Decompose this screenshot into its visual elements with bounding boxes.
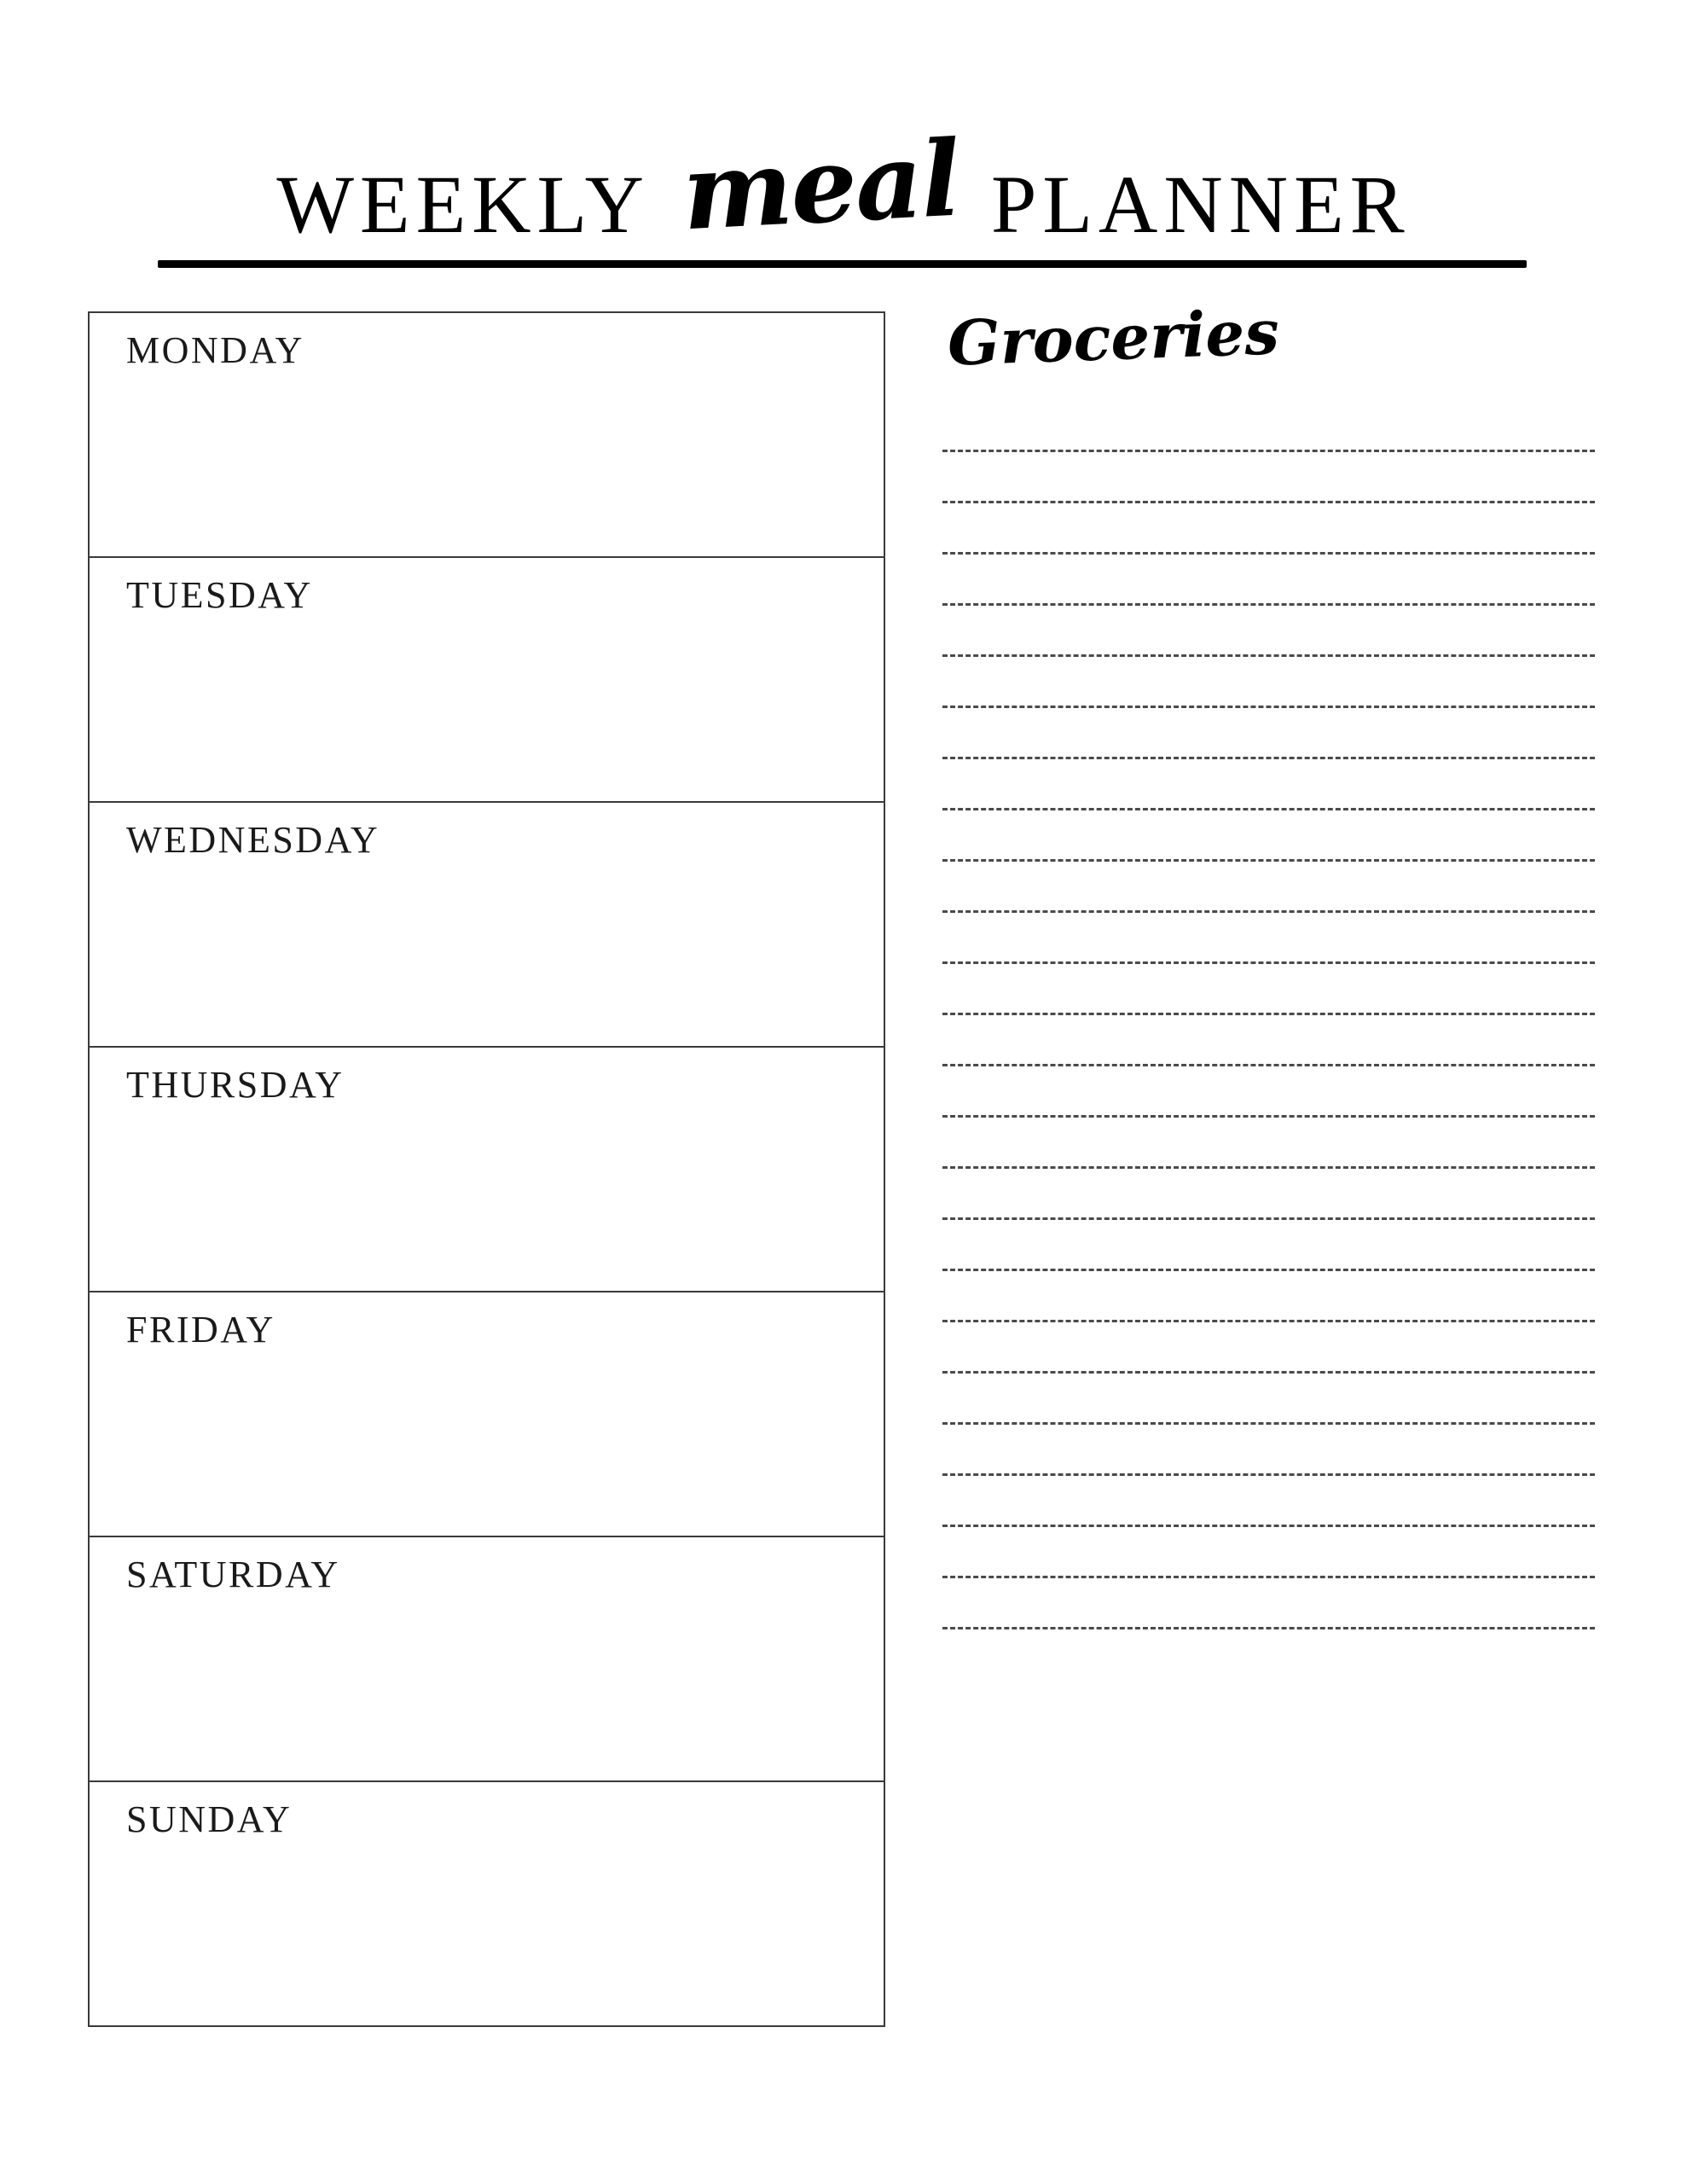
- grocery-line[interactable]: [942, 1374, 1595, 1425]
- day-box-thursday[interactable]: [88, 1046, 885, 1292]
- grocery-line[interactable]: [942, 657, 1595, 708]
- groceries-column: [942, 295, 1608, 1629]
- grocery-line[interactable]: [942, 1578, 1595, 1629]
- grocery-line[interactable]: [942, 452, 1595, 503]
- days-column: [88, 311, 885, 2025]
- day-box-tuesday[interactable]: [88, 556, 885, 803]
- grocery-line[interactable]: [942, 913, 1595, 964]
- grocery-line[interactable]: [942, 1527, 1595, 1578]
- day-box-saturday[interactable]: [88, 1536, 885, 1782]
- grocery-line[interactable]: [942, 1425, 1595, 1476]
- title-word-weekly: WEEKLY: [276, 159, 650, 250]
- grocery-line[interactable]: [942, 1015, 1595, 1066]
- day-box-monday[interactable]: [88, 311, 885, 558]
- groceries-heading: Groceries: [946, 295, 1281, 380]
- title-word-meal: meal: [679, 116, 962, 254]
- day-label: WEDNESDAY: [126, 819, 380, 861]
- day-label: SUNDAY: [126, 1798, 293, 1840]
- grocery-line[interactable]: [942, 555, 1595, 606]
- grocery-line[interactable]: [942, 401, 1595, 452]
- grocery-line[interactable]: [942, 1169, 1595, 1220]
- grocery-line[interactable]: [942, 606, 1595, 657]
- grocery-line[interactable]: [942, 862, 1595, 913]
- grocery-line[interactable]: [942, 708, 1595, 759]
- grocery-line[interactable]: [942, 1476, 1595, 1527]
- header-divider: [158, 260, 1527, 268]
- grocery-line[interactable]: [942, 1118, 1595, 1169]
- grocery-line[interactable]: [942, 964, 1595, 1015]
- day-box-wednesday[interactable]: [88, 801, 885, 1048]
- day-label: FRIDAY: [126, 1309, 275, 1350]
- day-label: THURSDAY: [126, 1064, 345, 1106]
- grocery-line[interactable]: [942, 503, 1595, 555]
- grocery-line[interactable]: [942, 1271, 1595, 1322]
- grocery-line[interactable]: [942, 1322, 1595, 1374]
- day-box-sunday[interactable]: [88, 1780, 885, 2027]
- day-label: TUESDAY: [126, 574, 313, 616]
- grocery-line[interactable]: [942, 810, 1595, 862]
- day-box-friday[interactable]: [88, 1291, 885, 1537]
- day-label: SATURDAY: [126, 1554, 340, 1595]
- grocery-line[interactable]: [942, 759, 1595, 810]
- page-header: [0, 94, 1687, 254]
- grocery-line[interactable]: [942, 1220, 1595, 1271]
- day-label: MONDAY: [126, 329, 304, 371]
- page-title: [276, 116, 1411, 254]
- groceries-line-list: [942, 401, 1595, 1629]
- title-word-planner: PLANNER: [991, 159, 1411, 250]
- grocery-line[interactable]: [942, 1066, 1595, 1118]
